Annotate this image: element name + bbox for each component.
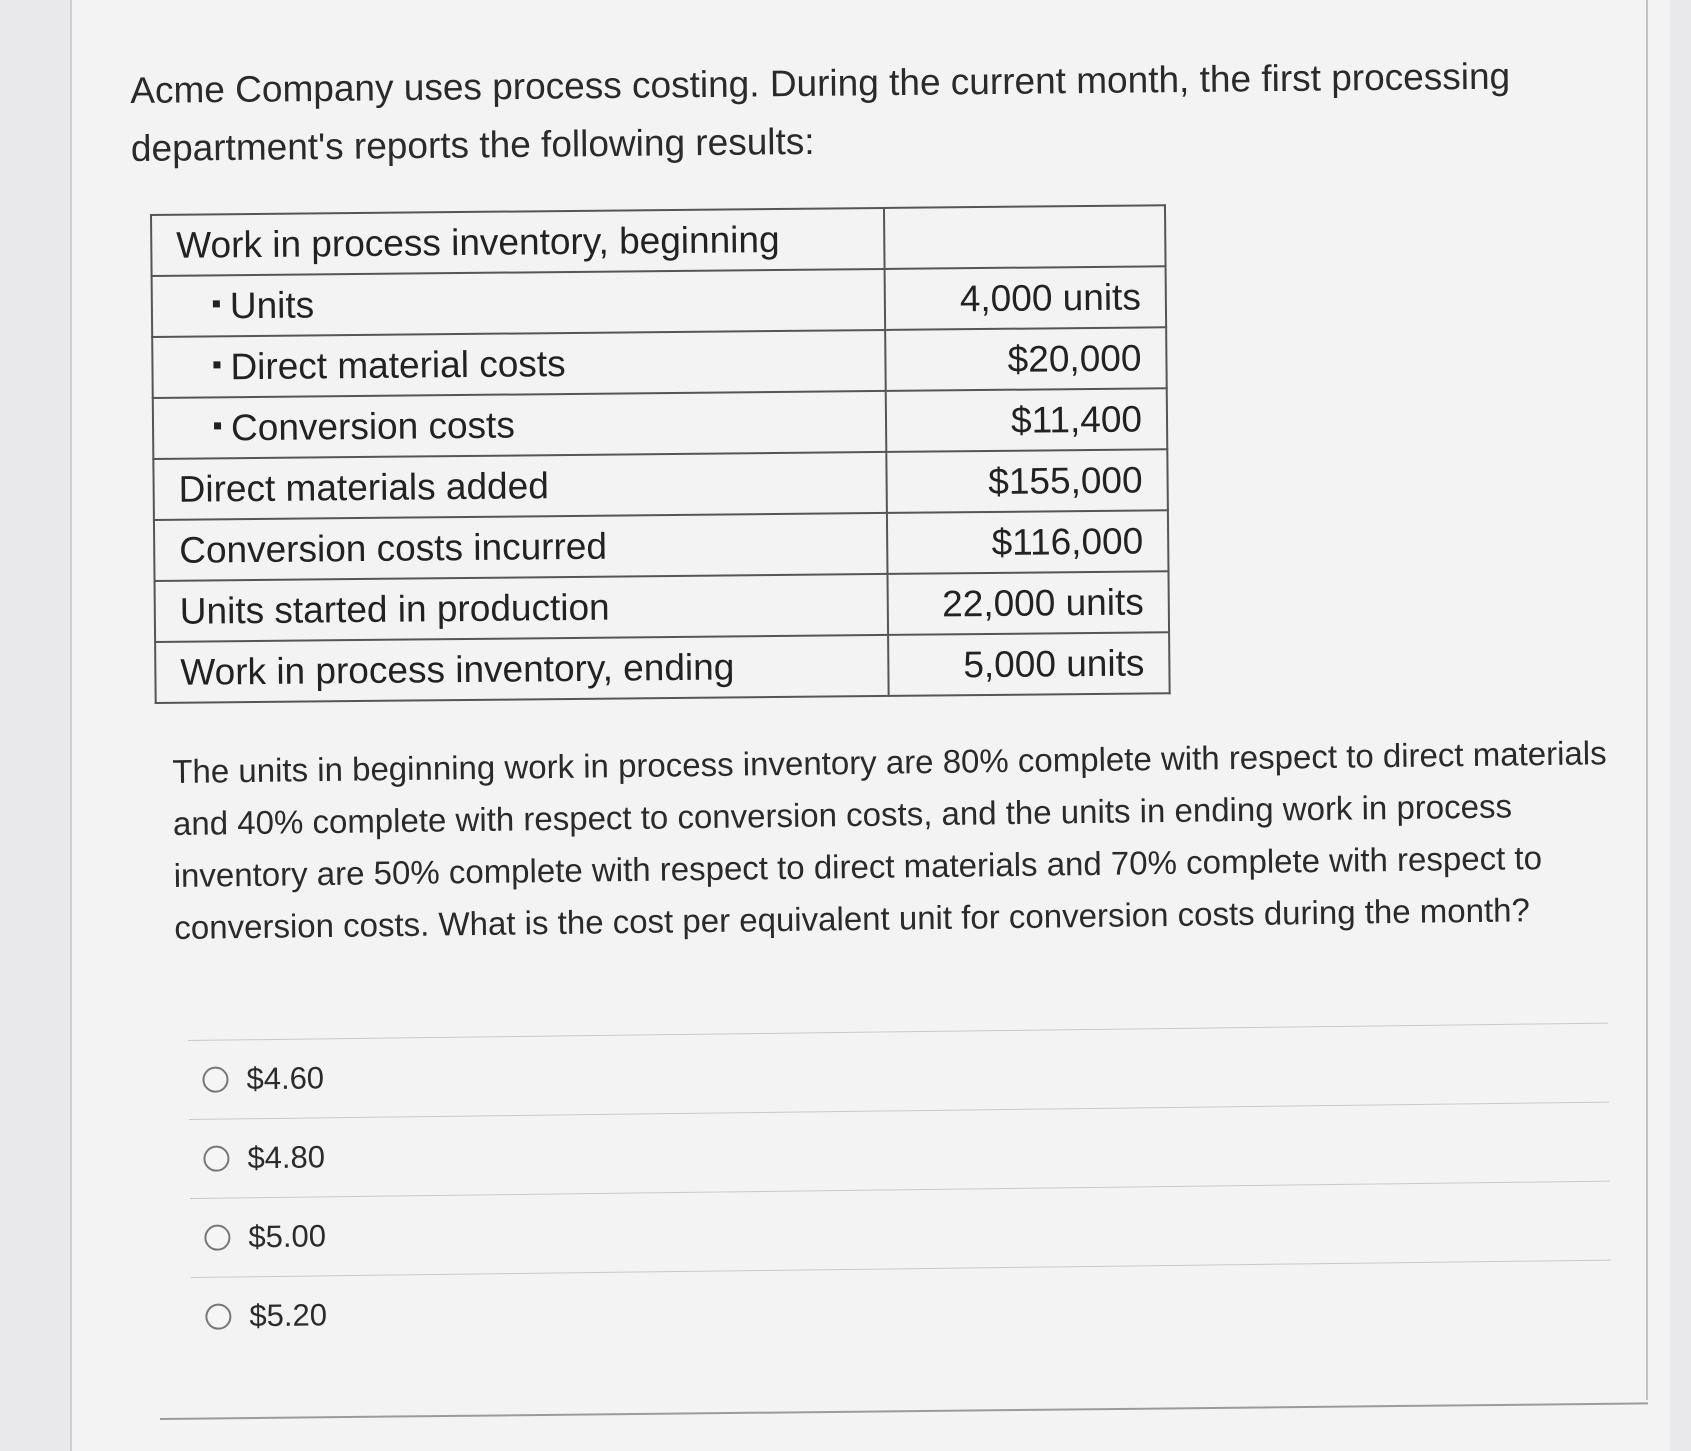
table-row bbox=[151, 205, 1166, 276]
row-label bbox=[155, 574, 889, 642]
cost-data-table bbox=[150, 204, 1171, 704]
row-label-text: Work in process inventory, ending bbox=[180, 645, 735, 693]
row-label-text: Direct material costs bbox=[230, 342, 566, 387]
row-label bbox=[151, 208, 885, 276]
radio-button[interactable] bbox=[204, 1224, 230, 1250]
left-frame-border bbox=[70, 0, 72, 1451]
row-label bbox=[153, 452, 887, 520]
answer-label[interactable]: $4.60 bbox=[246, 1060, 325, 1097]
row-value: $155,000 bbox=[887, 449, 1168, 513]
row-label bbox=[152, 330, 886, 398]
table-row bbox=[154, 510, 1169, 581]
question-intro: Acme Company uses process costing. During the current month, the first processing department's reports the following results: bbox=[130, 55, 1511, 169]
bullet-icon bbox=[213, 362, 220, 369]
row-label bbox=[155, 635, 889, 703]
row-label-text: Conversion costs incurred bbox=[179, 525, 608, 571]
row-value: $11,400 bbox=[886, 388, 1167, 452]
radio-button[interactable] bbox=[203, 1146, 229, 1172]
bullet-icon bbox=[214, 423, 221, 430]
row-label-text: Direct materials added bbox=[178, 464, 549, 510]
row-label-text: Units started in production bbox=[179, 586, 610, 632]
table-row bbox=[152, 327, 1167, 398]
row-label bbox=[152, 269, 886, 337]
row-label-text: Conversion costs bbox=[230, 404, 516, 448]
panel-right-border bbox=[1646, 0, 1648, 1400]
row-label bbox=[154, 513, 888, 581]
table-row bbox=[155, 571, 1170, 642]
table-row bbox=[153, 449, 1168, 520]
answer-label[interactable]: $5.00 bbox=[248, 1218, 327, 1255]
radio-button[interactable] bbox=[205, 1303, 231, 1329]
row-value: 22,000 units bbox=[888, 571, 1169, 635]
table-row bbox=[153, 388, 1168, 459]
row-value: 4,000 units bbox=[885, 266, 1166, 330]
row-value: $20,000 bbox=[886, 327, 1167, 391]
answer-options bbox=[188, 1023, 1612, 1356]
row-label-text: Units bbox=[229, 283, 315, 326]
table-row bbox=[155, 632, 1170, 703]
row-value bbox=[884, 205, 1165, 269]
answer-label[interactable]: $5.20 bbox=[249, 1297, 328, 1334]
bullet-icon bbox=[213, 301, 220, 308]
answer-label[interactable]: $4.80 bbox=[247, 1139, 326, 1176]
radio-button[interactable] bbox=[202, 1067, 228, 1093]
row-label bbox=[153, 391, 887, 459]
row-value: 5,000 units bbox=[888, 632, 1169, 696]
question-scenario: The units in beginning work in process inventory are 80% complete with respect to direct materials and 40% complete with respect to conversion costs, and the units in ending work in process inventory are 50% complete with respect to direct materials and 70% complete with respect to conversion costs. What is the cost per equivalent unit for conversion costs during the month? bbox=[172, 734, 1607, 946]
row-label-text: Work in process inventory, beginning bbox=[176, 218, 780, 266]
table-row bbox=[152, 266, 1167, 337]
row-value: $116,000 bbox=[887, 510, 1168, 574]
